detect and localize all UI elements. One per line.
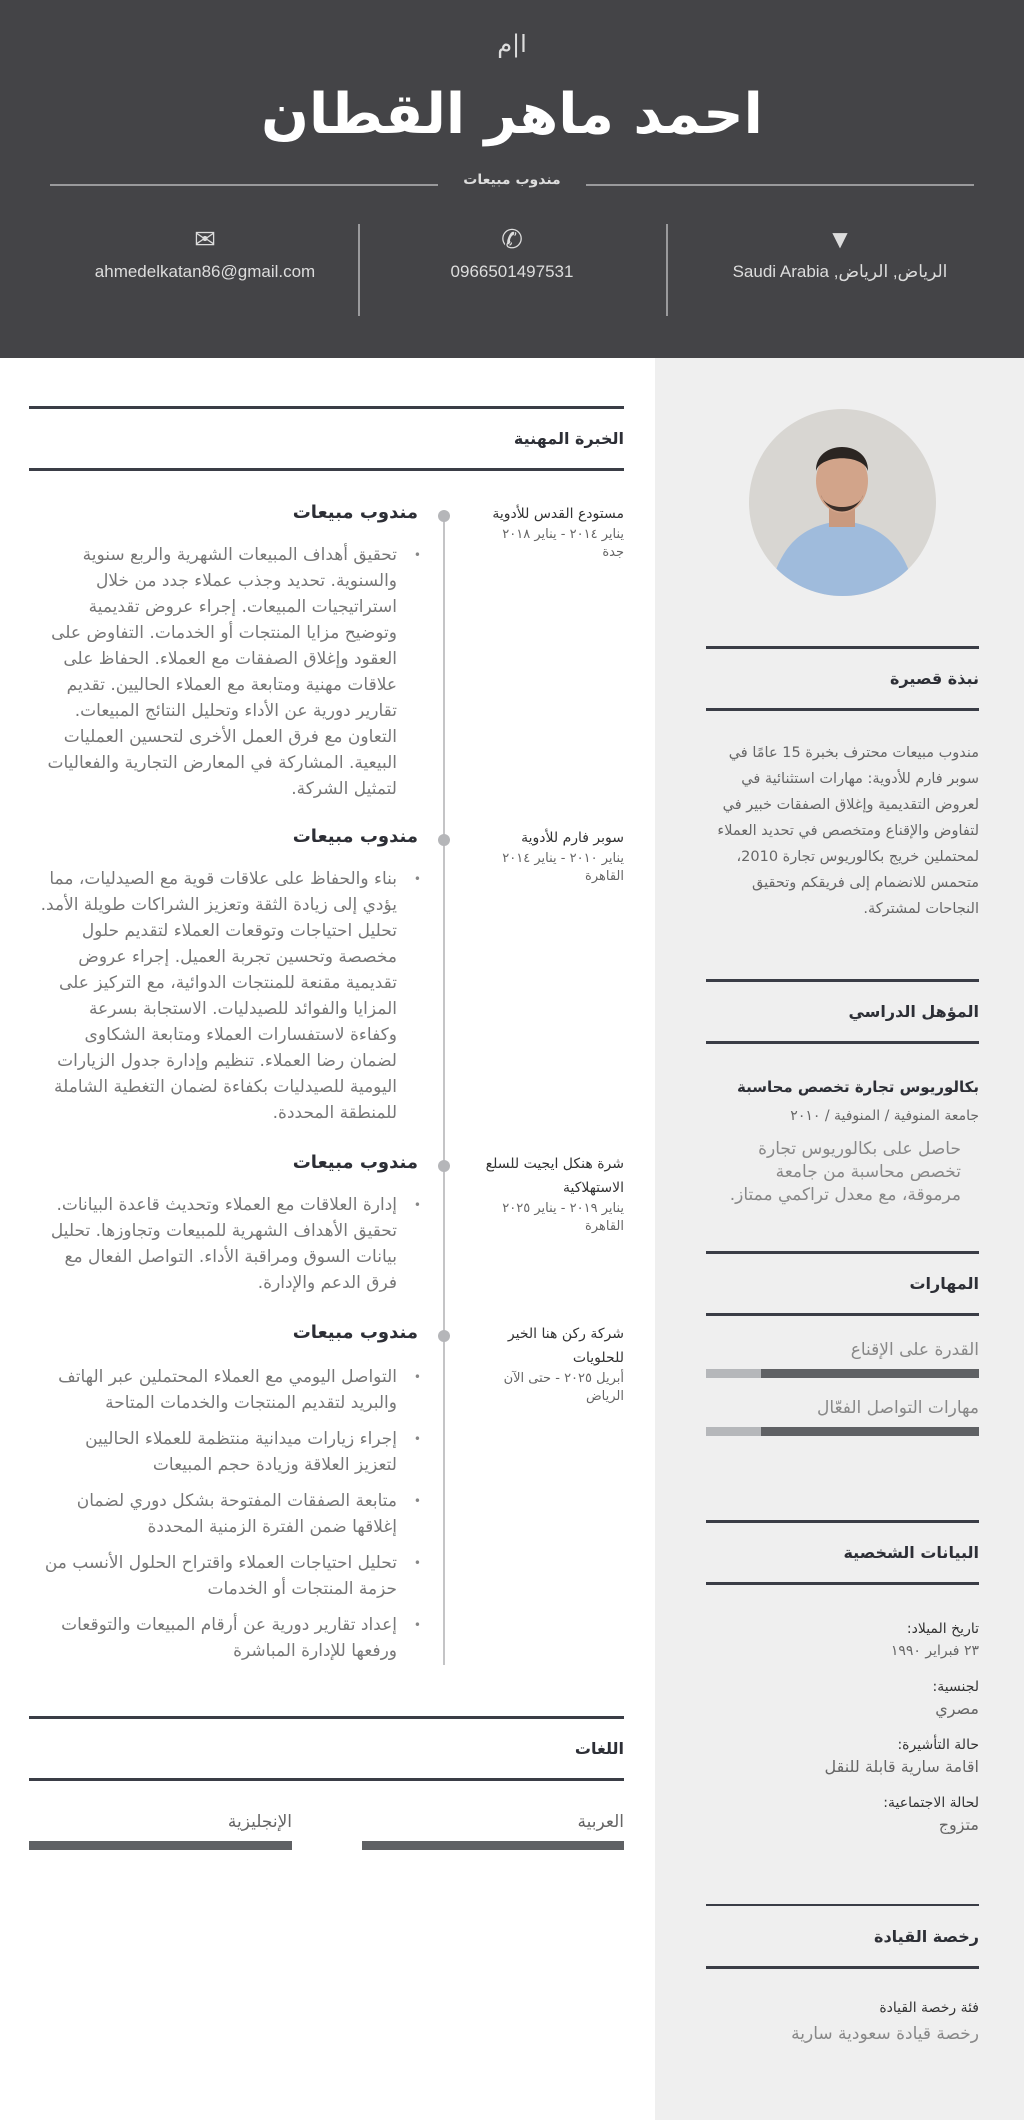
summary-text: مندوب مبيعات محترف بخبرة 15 عامًا في سوبر فارم للأدوية: مهارات استثنائية في لعروض التقديمية وإغلاق الصفقات خبير في لتفاوض والإقناع ومتخصص في تحديد العملاء لمحتملين خريج بكالوريوس تجارة 2010، متحمس للانضمام إلى فريقكم وتحقيق النجاحات لمشتركة.: [717, 745, 979, 917]
school: جامعة المنوفية / المنوفية / ٢٠١٠: [790, 1108, 979, 1124]
timeline-line: [443, 515, 445, 1665]
company: مستودع القدس للأدوية يناير ٢٠١٤ - يناير ٢٠١٨ جدة: [492, 506, 624, 560]
duties-list: • بناء والحفاظ على علاقات قوية مع الصيدليات، مما يؤدي إلى زيادة الثقة وتعزيز الشراكات طويلة الأمد. تحليل احتياجات وتوقعات العملاء لتقديم حلول مخصصة وتحسين تجربة العميل. إجراء عروض تقديمية مقنعة للمنتجات الدوائية، مع التركيز على المزايا والفوائد للصيدليات. الاستجابة بسرعة وكفاءة لاستفسارات العملاء ومتابعة الشكاوى لضمان رضا العملاء. تنظيم وإدارة جدول الزيارات اليومية للصيدليات بكفاءة لضمان التغطية الشاملة للمنطقة المحددة.: [38, 866, 413, 1136]
skill-bar-track: [706, 1427, 979, 1436]
language-level-bar: [29, 1841, 292, 1850]
section-driving-license: رخصة القيادة: [706, 1904, 979, 1969]
license-label: فئة رخصة القيادة: [879, 2000, 979, 2016]
section-personal: البيانات الشخصية: [706, 1520, 979, 1585]
company: سوبر فارم للأدوية يناير ٢٠١٠ - يناير ٢٠١٤ القاهرة: [502, 830, 624, 884]
timeline-dot: [438, 834, 450, 846]
contact-location: ▼ الرياض, الرياض, Saudi Arabia: [690, 222, 990, 286]
section-experience: الخبرة المهنية: [29, 406, 624, 471]
initials: ا|م: [497, 30, 527, 58]
language-name: العربية: [577, 1812, 624, 1832]
language-level-bar: [362, 1841, 624, 1850]
envelope-icon: ✉: [194, 224, 216, 254]
skill-name: القدرة على الإقناع: [850, 1340, 979, 1360]
full-name: احمد ماهر القطان: [261, 82, 763, 147]
section-education: المؤهل الدراسي: [706, 979, 979, 1044]
timeline-dot: [438, 1330, 450, 1342]
education-bullet: حاصل على بكالوريوس تجارة تخصص محاسبة من جامعة مرموقة، مع معدل تراكمي ممتاز.: [729, 1139, 961, 1205]
map-pin-icon: ▼: [827, 224, 853, 254]
company: شرة هنكل ايجيت للسلع الاستهلاكية يناير ٢٠١٩ - يناير ٢٠٢٥ القاهرة: [485, 1156, 624, 1234]
phone-icon: ✆: [501, 224, 523, 254]
contact-email[interactable]: ✉ ahmedelkatan86@gmail.com: [60, 222, 350, 286]
duties-list: • إدارة العلاقات مع العملاء وتحديث قاعدة البيانات. تحقيق الأهداف الشهرية للمبيعات وتجاوزها. تحليل بيانات السوق ومراقبة الأداء. التواصل الفعال مع فرق الدعم والإدارة.: [38, 1192, 413, 1306]
header: [0, 0, 1024, 358]
section-languages: اللغات: [29, 1716, 624, 1781]
duties-list: • تحقيق أهداف المبيعات الشهرية والربع سنوية والسنوية. تحديد وجذب عملاء جدد من خلال استراتيجيات المبيعات. إجراء عروض تقديمية وتوضيح مزايا المنتجات أو الخدمات. التفاوض على العقود وإغلاق الصفقات مع العملاء. الحفاظ على علاقات مهنية ومتابعة مع العملاء الحاليين. تقديم تقارير دورية عن الأداء وتحليل النتائج المبيعات. التعاون مع فرق العمل الأخرى لتحسين العمليات البيعية. المشاركة في المعارض التجارية والفعاليات لتمثيل الشركة.: [38, 542, 413, 812]
job-title: مندوب مبيعات: [292, 502, 418, 523]
job-title: مندوب مبيعات: [292, 826, 418, 847]
skill-bar-fill: [761, 1427, 979, 1436]
skill-name: مهارات التواصل الفعّال: [817, 1398, 979, 1418]
company: شركة ركن هنا الخير للحلويات أبريل ٢٠٢٥ - حتى الآن الرياض: [503, 1326, 624, 1404]
job-role: مندوب مبيعات: [463, 172, 561, 188]
job-title: مندوب مبيعات: [292, 1322, 418, 1343]
skill-bar-fill: [761, 1369, 979, 1378]
profile-photo: [749, 409, 936, 596]
divider: [666, 224, 668, 316]
sidebar: [655, 358, 1024, 2120]
section-skills: المهارات: [706, 1251, 979, 1316]
divider: [358, 224, 360, 316]
section-summary: نبذة قصيرة: [706, 646, 979, 711]
language-name: الإنجليزية: [227, 1812, 292, 1832]
contact-phone[interactable]: ✆ 0966501497531: [362, 222, 662, 286]
job-title: مندوب مبيعات: [292, 1152, 418, 1173]
timeline-dot: [438, 510, 450, 522]
degree: بكالوريوس تجارة تخصص محاسبة: [736, 1078, 979, 1096]
license-value: رخصة قيادة سعودية سارية: [791, 2024, 979, 2044]
timeline-dot: [438, 1160, 450, 1172]
skill-bar-track: [706, 1369, 979, 1378]
personal-info-list: تاريخ الميلاد: ٢٣ فبراير ١٩٩٠ لجنسية: مصري حالة التأشيرة: اقامة سارية قابلة للنقل لحالة الاجتماعية: متزوج: [824, 1621, 979, 1834]
duties-list: • التواصل اليومي مع العملاء المحتملين عبر الهاتف والبريد لتقديم المنتجات والخدمات المتاحة • إجراء زيارات ميدانية منتظمة للعملاء الحاليين لتعزيز العلاقة وزيادة حجم المبيعات • متابعة الصفقات المفتوحة بشكل دوري لضمان إغلاقها ضمن الفترة الزمنية المحددة • تحليل احتياجات العملاء واقتراح الحلول الأنسب من حزمة المنتجات أو الخدمات • إعداد تقارير دورية عن أرقام المبيعات والتوقعات ورفعها للإدارة المباشرة: [38, 1364, 413, 1674]
